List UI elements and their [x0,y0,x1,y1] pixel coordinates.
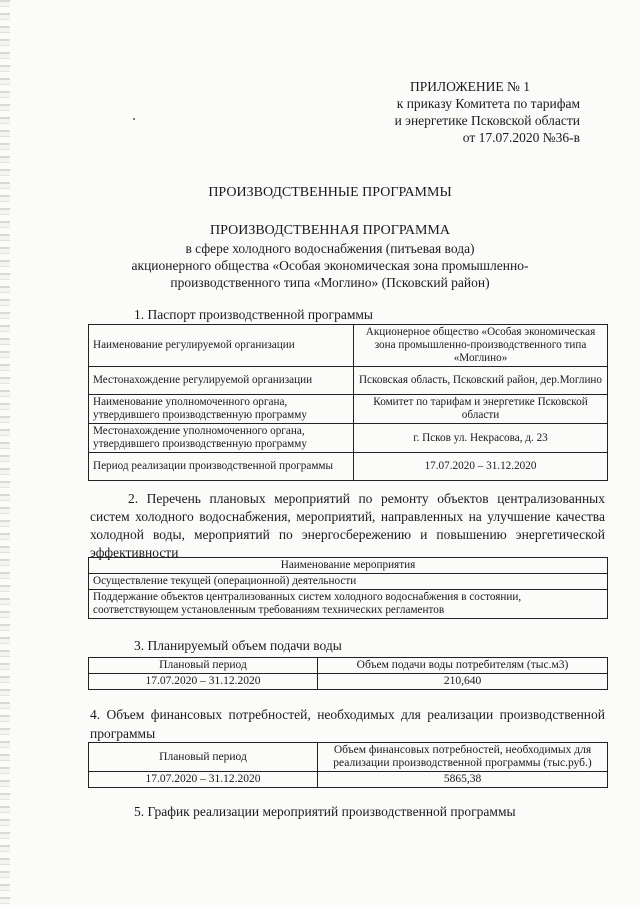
section5-title: 5. График реализации мероприятий производственной программы [134,804,516,819]
table-header-row [89,658,608,674]
scan-edge-artifact [0,0,10,905]
program-title: ПРОИЗВОДСТВЕННАЯ ПРОГРАММА [210,223,450,238]
table-header-row [89,558,608,574]
volume-cell: 210,640 [318,674,608,690]
passport-label: Местонахождение регулируемой организации [89,367,354,395]
period-header: Плановый период [89,743,318,772]
passport-label: Период реализации производственной программы [89,453,354,481]
table-header-row [89,743,608,772]
program-subtitle-1: в сфере холодного водоснабжения (питьевая вода) [185,241,475,256]
program-subtitle-3: производственного типа «Моглино» (Псковский район) [170,275,490,290]
passport-label: Местонахождение уполномоченного органа, утвердившего производственную программу [89,424,354,453]
passport-label: Наименование регулируемой организации [89,325,354,367]
water-volume-table [88,657,608,690]
program-subtitle-2: акционерного общества «Особая экономическая зона промышленно- [131,258,529,273]
period-cell: 17.07.2020 – 31.12.2020 [89,674,318,690]
table-row [89,453,608,481]
table-row [89,367,608,395]
period-header: Плановый период [89,658,318,674]
passport-value: Псковская область, Псковский район, дер.Моглино [354,367,608,395]
document-title: ПРОИЗВОДСТВЕННЫЕ ПРОГРАММЫ [208,185,452,200]
section4-title: 4. Объем финансовых потребностей, необходимых для реализации производственной программы [90,707,605,741]
table-row [89,325,608,367]
passport-label: Наименование уполномоченного органа, утвердившего производственную программу [89,395,354,424]
scan-dot-artifact [133,118,135,120]
period-cell: 17.07.2020 – 31.12.2020 [89,772,318,788]
appendix-date-line: от 17.07.2020 №36-в [462,130,580,145]
section2-paragraph: 2. Перечень плановых мероприятий по ремонту объектов централизованных систем холодного водоснабжения, мероприятий, направленных на улучшение качества холодной воды, мероприятий по энергосбережению и повышению энергетической эффективности [90,491,605,560]
passport-value: г. Псков ул. Некрасова, д. 23 [354,424,608,453]
table-row [89,674,608,690]
section1-title: 1. Паспорт производственной программы [134,307,373,322]
measure-item: Поддержание объектов централизованных систем холодного водоснабжения в состоянии, соответствующем установленным требованиям технических регламентов [89,590,608,619]
finance-cell: 5865,38 [318,772,608,788]
table-row [89,424,608,453]
section2-text [90,490,605,562]
passport-value: Акционерное общество «Особая экономическая зона промышленно-производственного типа «Моглино» [354,325,608,367]
passport-table [88,324,608,481]
passport-value: 17.07.2020 – 31.12.2020 [354,453,608,481]
appendix-header [320,78,580,146]
appendix-authority-line: и энергетике Псковской области [394,113,580,128]
table-row [89,395,608,424]
measures-table [88,557,608,619]
measure-item: Осуществление текущей (операционной) деятельности [89,574,608,590]
finance-header: Объем финансовых потребностей, необходимых для реализации производственной программы (тыс.руб.) [318,743,608,772]
passport-value: Комитет по тарифам и энергетике Псковской области [354,395,608,424]
volume-header: Объем подачи воды потребителям (тыс.м3) [318,658,608,674]
table-row [89,772,608,788]
table-row [89,574,608,590]
appendix-number: ПРИЛОЖЕНИЕ № 1 [409,79,531,94]
section3-title: 3. Планируемый объем подачи воды [134,638,342,653]
table-row [89,590,608,619]
finance-table [88,742,608,788]
appendix-order-line: к приказу Комитета по тарифам [396,96,580,111]
measures-header: Наименование мероприятия [89,558,608,574]
